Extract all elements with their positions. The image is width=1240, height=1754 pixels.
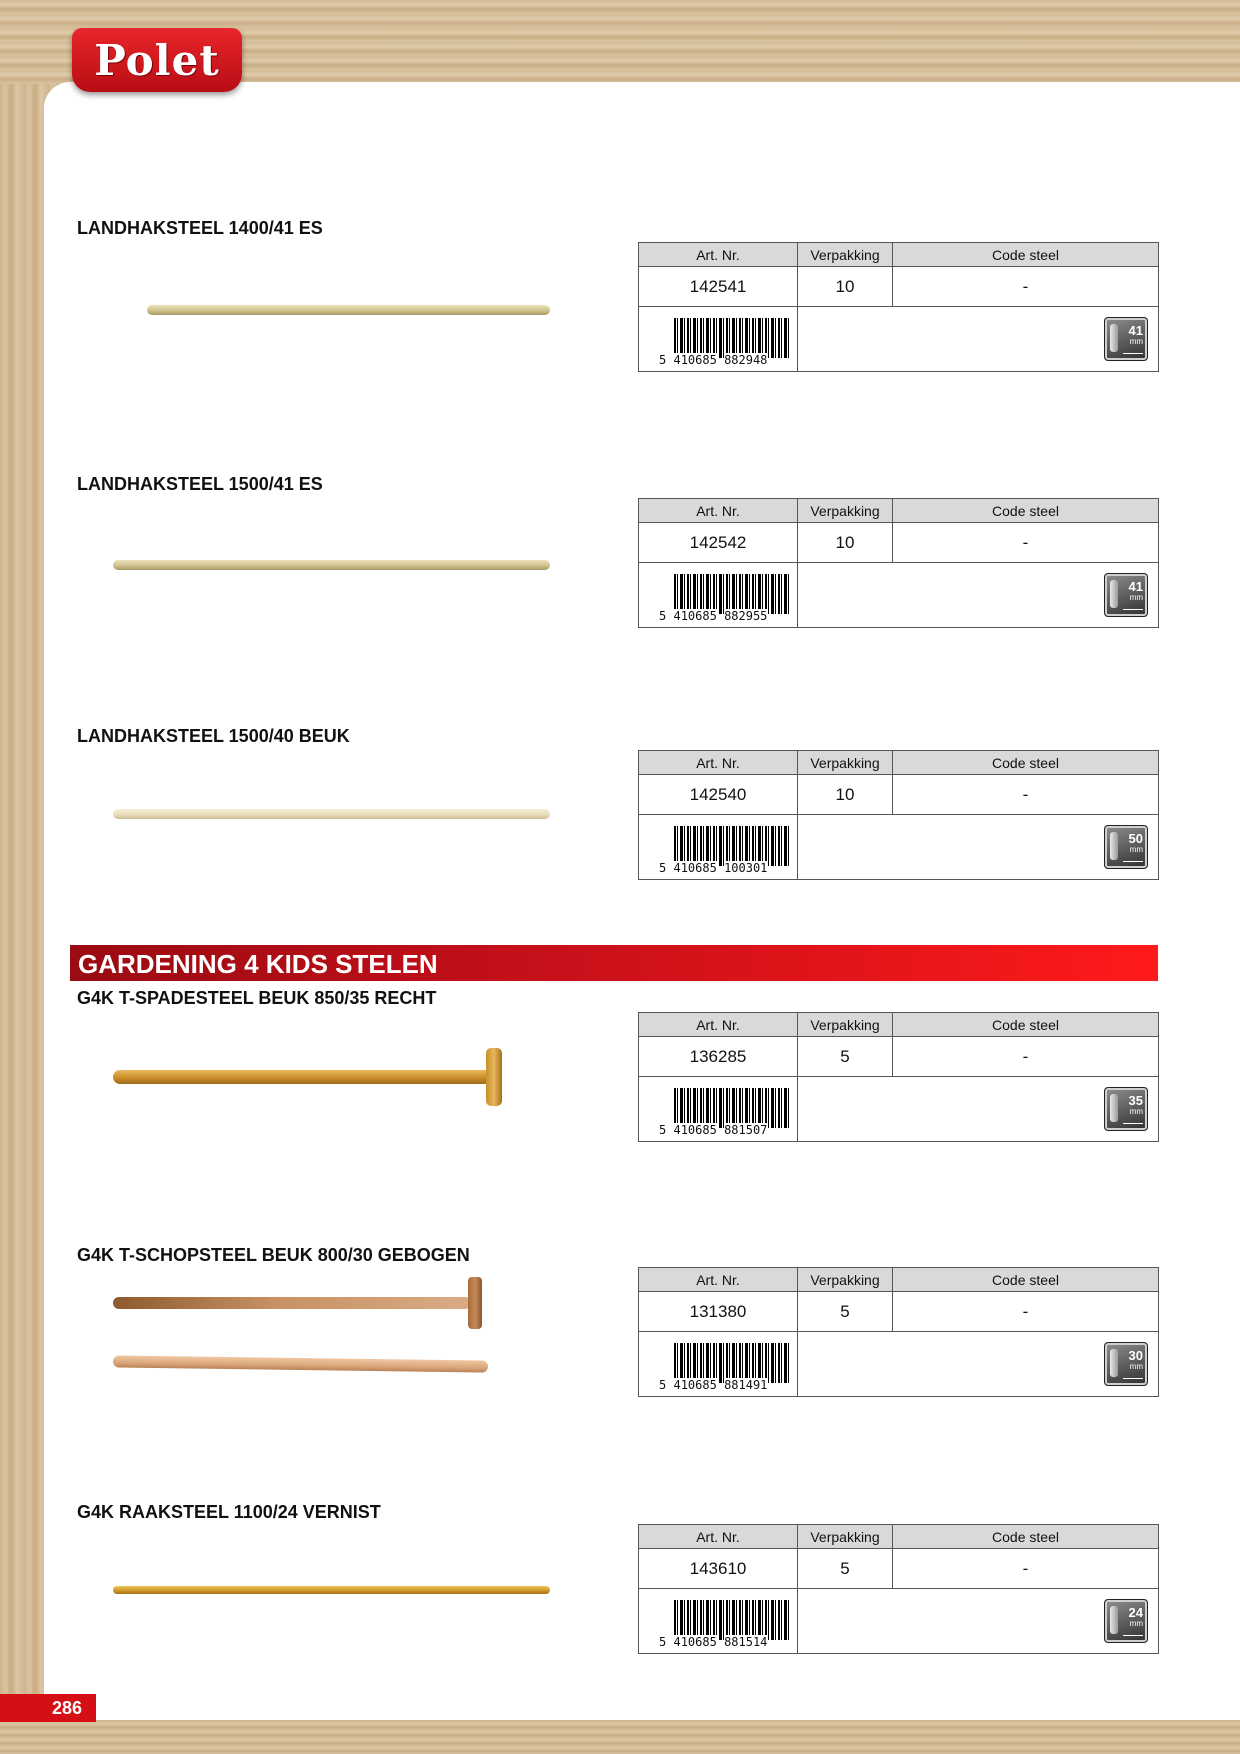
diameter-icon [1104, 317, 1148, 361]
diameter-icon [1104, 825, 1148, 869]
diameter-icon [1104, 1087, 1148, 1131]
col-header-code: Code steel [893, 499, 1159, 523]
code-value: - [893, 1549, 1159, 1589]
product-title: LANDHAKSTEEL 1400/41 ES [77, 218, 323, 238]
ean-right: 881514 [724, 1635, 768, 1649]
product-spec-table [638, 750, 1159, 880]
t-grip-image [486, 1048, 502, 1106]
diameter-icon [1104, 573, 1148, 617]
product-title: G4K RAAKSTEEL 1100/24 VERNIST [77, 1502, 381, 1522]
col-header-code: Code steel [893, 751, 1159, 775]
art-nr-value: 136285 [639, 1037, 798, 1077]
ean-right: 882948 [724, 353, 768, 367]
col-header-code: Code steel [893, 1268, 1159, 1292]
col-header-code: Code steel [893, 1013, 1159, 1037]
col-header-packaging: Verpakking [798, 243, 893, 267]
ean-prefix: 5 [659, 1123, 667, 1137]
diameter-cell [798, 1589, 1159, 1654]
packaging-value: 10 [798, 775, 893, 815]
code-value: - [893, 1292, 1159, 1332]
col-header-art-nr: Art. Nr. [639, 1268, 798, 1292]
col-header-packaging: Verpakking [798, 1268, 893, 1292]
diameter-cell [798, 307, 1159, 372]
col-header-code: Code steel [893, 243, 1159, 267]
code-value: - [893, 1037, 1159, 1077]
packaging-value: 5 [798, 1549, 893, 1589]
ean-right: 882955 [724, 609, 768, 623]
ean-left: 410685 [673, 861, 717, 875]
diameter-unit: mm [1129, 1362, 1143, 1371]
col-header-packaging: Verpakking [798, 1525, 893, 1549]
diameter-icon [1104, 1342, 1148, 1386]
ean-prefix: 5 [659, 1378, 667, 1392]
polet-logo [72, 28, 242, 92]
logo-text: Polet [94, 35, 220, 85]
section-banner [70, 945, 1158, 981]
diameter-unit: mm [1129, 1619, 1143, 1628]
diameter-cell [798, 815, 1159, 880]
barcode-icon [659, 310, 799, 368]
barcode-cell [639, 563, 798, 628]
barcode-number [659, 1636, 809, 1649]
barcode-cell [639, 815, 798, 880]
col-header-packaging: Verpakking [798, 751, 893, 775]
barcode-icon [659, 1080, 799, 1138]
barcode-cell [639, 1332, 798, 1397]
barcode-cell [639, 307, 798, 372]
ean-left: 410685 [673, 1378, 717, 1392]
barcode-number [659, 1124, 809, 1137]
product-spec-table [638, 1524, 1159, 1654]
col-header-art-nr: Art. Nr. [639, 1525, 798, 1549]
col-header-code: Code steel [893, 1525, 1159, 1549]
diameter-value: 41 [1128, 323, 1143, 338]
diameter-cell [798, 1077, 1159, 1142]
handle-image [113, 560, 550, 570]
product-title: LANDHAKSTEEL 1500/40 BEUK [77, 726, 350, 746]
diameter-unit: mm [1129, 337, 1143, 346]
code-value: - [893, 775, 1159, 815]
barcode-cell [639, 1077, 798, 1142]
diameter-unit: mm [1129, 1107, 1143, 1116]
diameter-cell [798, 563, 1159, 628]
packaging-value: 5 [798, 1292, 893, 1332]
col-header-art-nr: Art. Nr. [639, 751, 798, 775]
art-nr-value: 131380 [639, 1292, 798, 1332]
col-header-packaging: Verpakking [798, 1013, 893, 1037]
ean-right: 881491 [724, 1378, 768, 1392]
barcode-number [659, 1379, 809, 1392]
diameter-icon [1104, 1599, 1148, 1643]
barcode-bars [674, 318, 789, 358]
wood-background-bottom [0, 1720, 1240, 1754]
packaging-value: 10 [798, 267, 893, 307]
ean-prefix: 5 [659, 861, 667, 875]
product-spec-table [638, 1267, 1159, 1397]
barcode-bars [674, 574, 789, 614]
ean-prefix: 5 [659, 353, 667, 367]
diameter-unit: mm [1129, 593, 1143, 602]
handle-image [113, 809, 550, 819]
product-title: G4K T-SPADESTEEL BEUK 850/35 RECHT [77, 988, 437, 1008]
product-title: LANDHAKSTEEL 1500/41 ES [77, 474, 323, 494]
ean-prefix: 5 [659, 609, 667, 623]
ean-prefix: 5 [659, 1635, 667, 1649]
barcode-icon [659, 818, 799, 876]
barcode-bars [674, 1600, 789, 1640]
product-spec-table [638, 498, 1159, 628]
packaging-value: 5 [798, 1037, 893, 1077]
ean-left: 410685 [673, 609, 717, 623]
barcode-bars [674, 826, 789, 866]
handle-image [113, 1297, 471, 1309]
ean-right: 881507 [724, 1123, 768, 1137]
handle-image [113, 1586, 550, 1594]
handle-image [147, 305, 550, 315]
art-nr-value: 142542 [639, 523, 798, 563]
section-banner-title: GARDENING 4 KIDS STELEN [78, 949, 438, 979]
barcode-icon [659, 566, 799, 624]
handle-image [113, 1070, 491, 1084]
product-spec-table [638, 242, 1159, 372]
diameter-value: 35 [1128, 1093, 1143, 1108]
product-spec-table [638, 1012, 1159, 1142]
art-nr-value: 143610 [639, 1549, 798, 1589]
code-value: - [893, 267, 1159, 307]
diameter-value: 30 [1128, 1348, 1143, 1363]
barcode-number [659, 862, 809, 875]
code-value: - [893, 523, 1159, 563]
col-header-packaging: Verpakking [798, 499, 893, 523]
packaging-value: 10 [798, 523, 893, 563]
barcode-cell [639, 1589, 798, 1654]
diameter-unit: mm [1129, 845, 1143, 854]
ean-left: 410685 [673, 353, 717, 367]
barcode-bars [674, 1088, 789, 1128]
t-grip-image [468, 1277, 482, 1329]
barcode-bars [674, 1343, 789, 1383]
barcode-number [659, 610, 809, 623]
art-nr-value: 142541 [639, 267, 798, 307]
col-header-art-nr: Art. Nr. [639, 243, 798, 267]
diameter-value: 41 [1128, 579, 1143, 594]
diameter-value: 24 [1128, 1605, 1143, 1620]
barcode-icon [659, 1592, 799, 1650]
col-header-art-nr: Art. Nr. [639, 499, 798, 523]
ean-left: 410685 [673, 1635, 717, 1649]
barcode-number [659, 354, 809, 367]
diameter-cell [798, 1332, 1159, 1397]
ean-right: 100301 [724, 861, 768, 875]
product-title: G4K T-SCHOPSTEEL BEUK 800/30 GEBOGEN [77, 1245, 470, 1265]
col-header-art-nr: Art. Nr. [639, 1013, 798, 1037]
art-nr-value: 142540 [639, 775, 798, 815]
diameter-value: 50 [1128, 831, 1143, 846]
page-number: 286 [0, 1694, 96, 1722]
ean-left: 410685 [673, 1123, 717, 1137]
barcode-icon [659, 1335, 799, 1393]
